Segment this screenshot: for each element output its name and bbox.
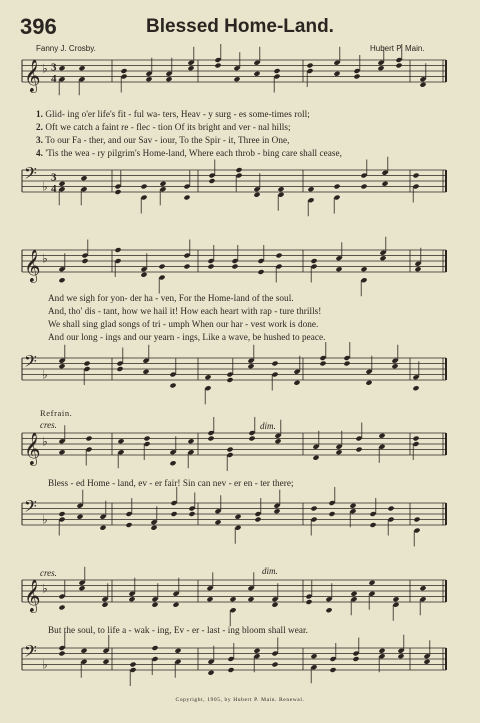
svg-text:♭: ♭ <box>42 61 48 76</box>
composer-credit: Hubert P. Main. <box>370 44 425 53</box>
svg-text:3: 3 <box>51 171 57 184</box>
verse-2-line-b: And, tho' dis - tant, how we hail it! How each heart with rap - ture thrills! <box>48 306 322 316</box>
verse-3-line-b: We shall sing glad songs of tri - umph When our har - vest work is done. <box>48 319 319 329</box>
hymn-title: Blessed Home-Land. <box>146 16 334 37</box>
refrain-label: Refrain. <box>40 408 73 418</box>
svg-text:4: 4 <box>51 73 57 85</box>
svg-text:𝄞: 𝄞 <box>24 432 41 465</box>
svg-text:𝄞: 𝄞 <box>24 579 41 612</box>
svg-text:♭: ♭ <box>42 251 48 266</box>
svg-text:♭: ♭ <box>42 657 48 672</box>
verse-4-line-b: And our long - ings and our yearn - ings, Like a wave, be hushed to peace. <box>48 332 326 342</box>
svg-text:♭: ♭ <box>42 434 48 449</box>
verse-1-line-b: And we sigh for yon- der ha - ven, For the Home-land of the soul. <box>48 293 294 303</box>
svg-text:𝄞: 𝄞 <box>24 249 41 282</box>
svg-text:♭: ♭ <box>42 179 48 194</box>
verse-2-line: 2. Oft we catch a faint re - flec - tion Of its bright and ver - nal hills; <box>36 122 291 132</box>
copyright-notice: Copyright, 1905, by Hubert P. Main. Renewal. <box>175 697 305 703</box>
verse-3-line: 3. To our Fa - ther, and our Sav - iour, To the Spir - it, Three in One, <box>36 135 290 145</box>
svg-text:4: 4 <box>51 183 57 195</box>
svg-text:♭: ♭ <box>42 367 48 382</box>
refrain-lyric-2: But the soul, to life a - wak - ing, Ev - er - last - ing bloom shall wear. <box>48 625 308 635</box>
dim-marking-1: dim. <box>260 421 276 431</box>
svg-text:♭: ♭ <box>42 512 48 527</box>
svg-text:♭: ♭ <box>42 581 48 596</box>
refrain-lyric-1: Bless - ed Home - land, ev - er fair! Sin can nev - er en - ter there; <box>48 478 294 488</box>
cres-marking-1: cres. <box>40 420 57 430</box>
verse-1-line: 1. Glid- ing o'er life's fit - ful wa- ters, Heav - y surg - es some-times roll; <box>36 109 310 119</box>
dim-marking-2: dim. <box>262 566 278 576</box>
verse-4-line: 4. 'Tis the wea - ry pilgrim's Home-land, Where each throb - bing care shall cease, <box>36 148 342 158</box>
svg-text:𝄢: 𝄢 <box>24 163 37 187</box>
svg-text:3: 3 <box>51 61 57 74</box>
cres-marking-2: cres. <box>40 568 57 578</box>
lyricist-credit: Fanny J. Crosby. <box>36 44 96 53</box>
svg-text:𝄞: 𝄞 <box>24 59 41 92</box>
hymn-number: 396 <box>20 14 57 39</box>
svg-text:𝄢: 𝄢 <box>24 641 37 665</box>
svg-text:𝄢: 𝄢 <box>24 496 37 520</box>
svg-text:𝄢: 𝄢 <box>24 351 37 375</box>
